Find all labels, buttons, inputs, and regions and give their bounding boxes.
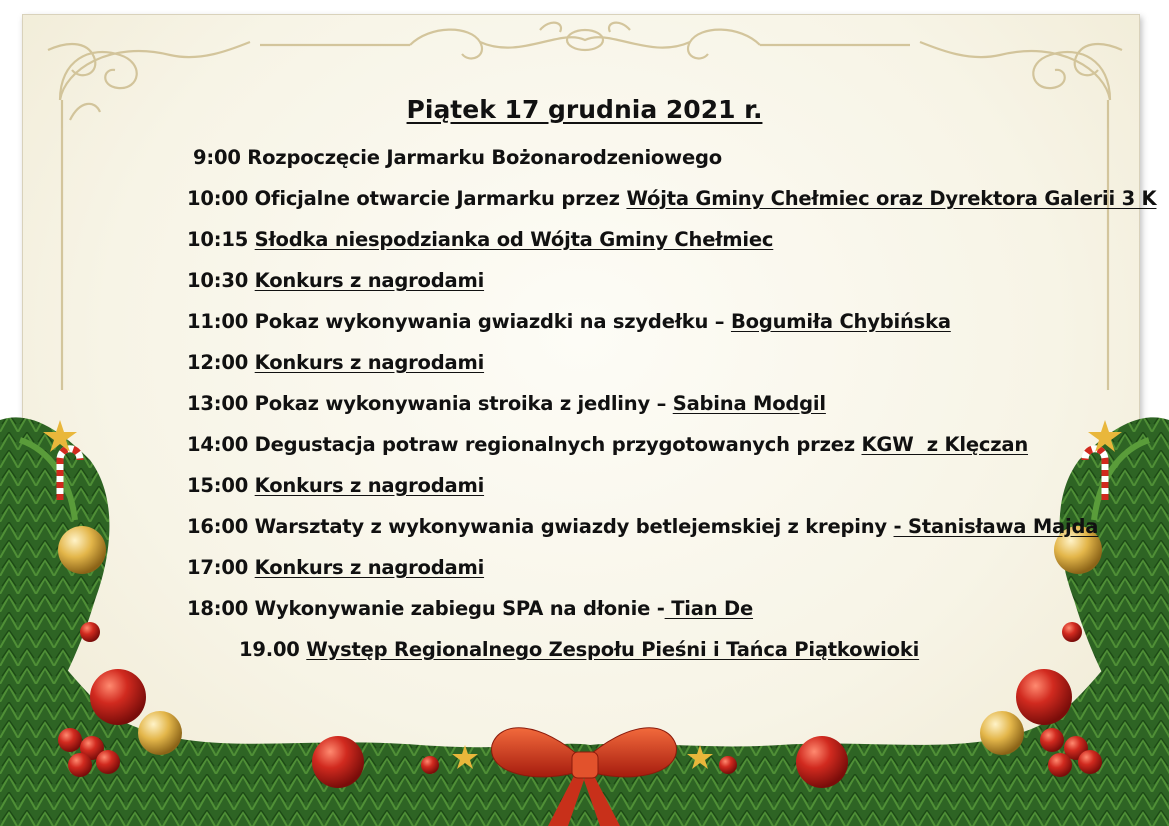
schedule-text: Pokaz wykonywania gwiazdki na szydełku –	[254, 310, 725, 333]
schedule-row	[193, 146, 722, 169]
schedule-time: 15:00	[187, 474, 249, 497]
schedule-host: Bogumiła Chybińska	[730, 310, 951, 333]
schedule-text: Warsztaty z wykonywania gwiazdy betlejemskiej z krepiny	[254, 515, 887, 538]
schedule-row	[187, 228, 773, 251]
schedule-time: 14:00	[187, 433, 249, 456]
schedule-text: Degustacja potraw regionalnych przygotowanych przez	[254, 433, 855, 456]
schedule-host: Sabina Modgil	[672, 392, 826, 415]
schedule-time: 10:00	[187, 187, 249, 210]
schedule-host: Konkurs z nagrodami	[254, 269, 485, 292]
schedule-time: 19.00	[239, 638, 300, 661]
schedule-time: 12:00	[187, 351, 249, 374]
schedule-host: - Stanisława Majda	[893, 515, 1099, 538]
schedule-host: Konkurs z nagrodami	[254, 351, 485, 374]
schedule-row	[239, 638, 919, 661]
schedule-text: Rozpoczęcie Jarmarku Bożonarodzeniowego	[247, 146, 722, 169]
schedule-time: 9:00	[193, 146, 241, 169]
schedule-row	[187, 433, 1028, 456]
schedule-time: 16:00	[187, 515, 249, 538]
schedule-row	[187, 392, 826, 415]
schedule-host: Konkurs z nagrodami	[254, 556, 485, 579]
schedule-row	[187, 556, 484, 579]
page-title: Piątek 17 grudnia 2021 r.	[406, 95, 763, 124]
schedule-host: KGW z Klęczan	[861, 433, 1029, 456]
schedule-text: Wykonywanie zabiegu SPA na dłonie -	[254, 597, 665, 620]
schedule-row	[187, 310, 951, 333]
schedule-row	[187, 597, 753, 620]
schedule-host: Wójta Gminy Chełmiec oraz Dyrektora Galerii 3 K	[626, 187, 1157, 210]
schedule-row	[187, 474, 484, 497]
schedule-host: Występ Regionalnego Zespołu Pieśni i Tańca Piątkowioki	[306, 638, 920, 661]
schedule-time: 13:00	[187, 392, 249, 415]
schedule-text: Oficjalne otwarcie Jarmarku przez	[254, 187, 620, 210]
schedule-host: Słodka niespodzianka od Wójta Gminy Chełmiec	[254, 228, 774, 251]
schedule-row	[187, 351, 484, 374]
schedule-time: 17:00	[187, 556, 249, 579]
schedule-row	[187, 187, 1156, 210]
schedule-time: 10:15	[187, 228, 249, 251]
schedule-time: 10:30	[187, 269, 249, 292]
schedule-time: 18:00	[187, 597, 249, 620]
schedule-host: Tian De	[664, 597, 754, 620]
schedule-row	[187, 515, 1098, 538]
schedule-time: 11:00	[187, 310, 249, 333]
schedule-host: Konkurs z nagrodami	[254, 474, 485, 497]
schedule-text: Pokaz wykonywania stroika z jedliny –	[254, 392, 667, 415]
schedule-row	[187, 269, 484, 292]
